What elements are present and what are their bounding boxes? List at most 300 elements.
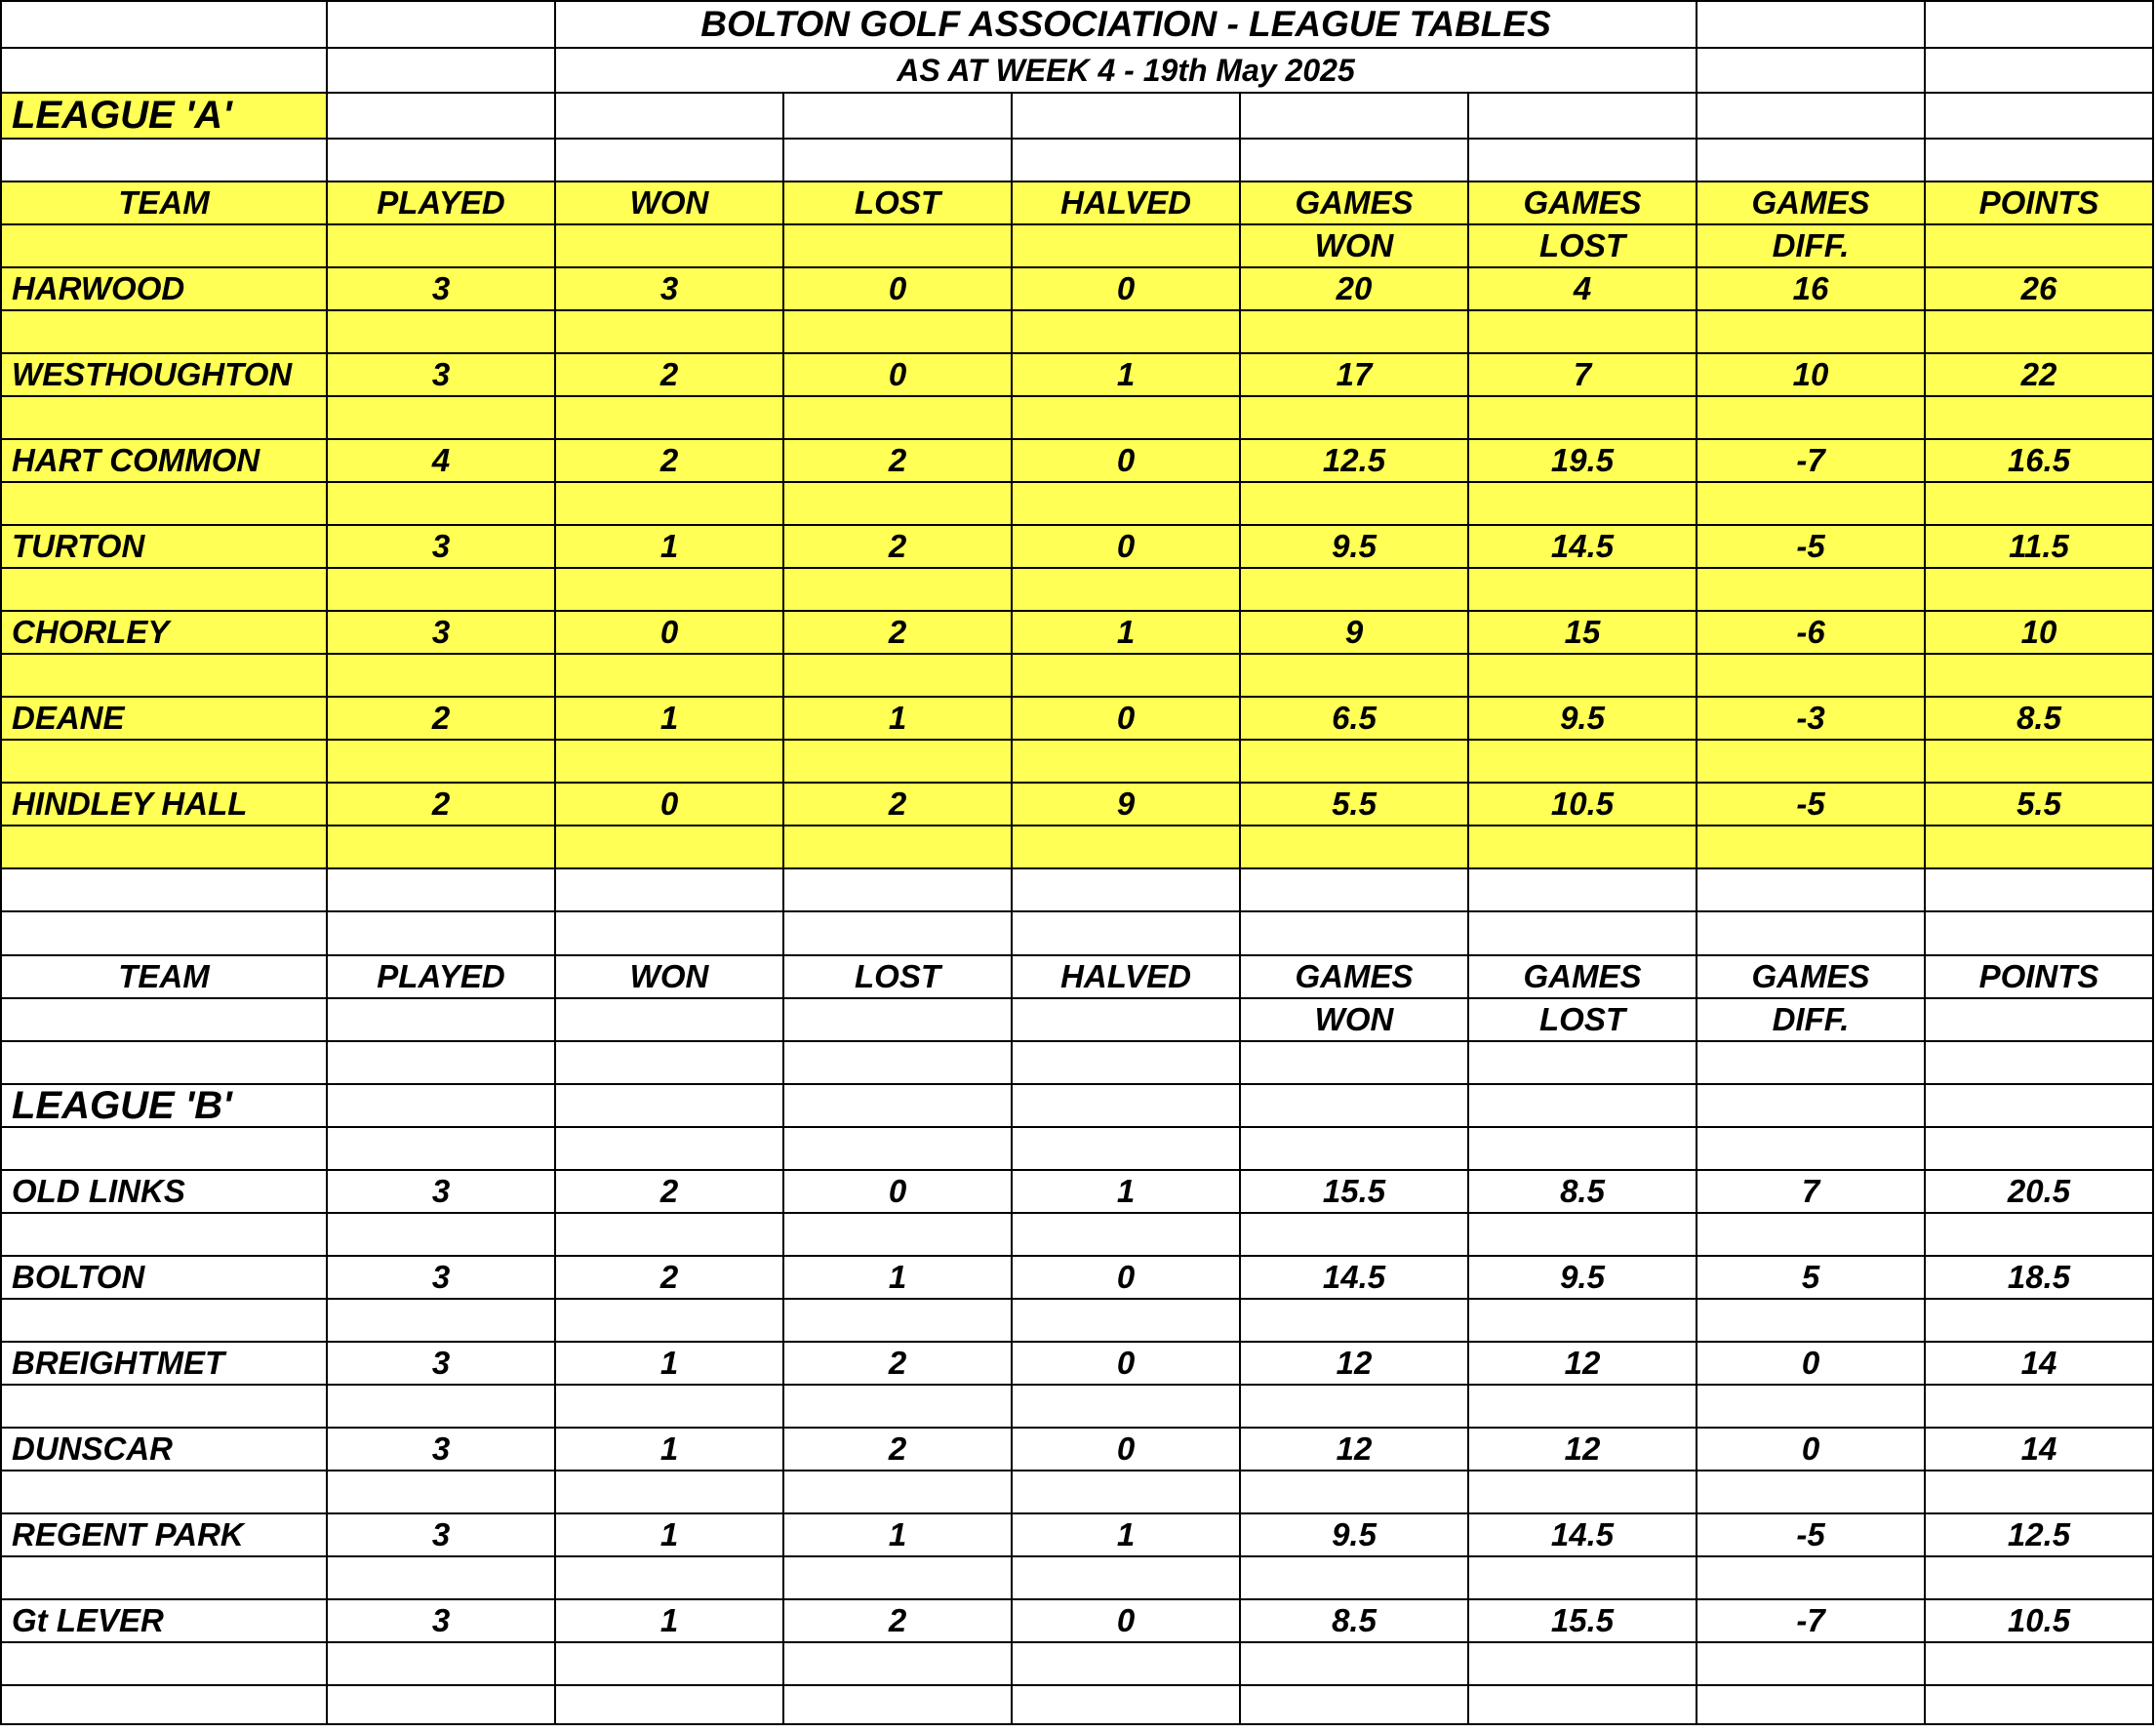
empty-cell <box>0 140 328 182</box>
header-halved: HALVED <box>1013 956 1241 999</box>
stat-games-lost: 4 <box>1469 268 1697 311</box>
header-games-diff: GAMES <box>1697 956 1926 999</box>
stat-won: 2 <box>556 1171 784 1214</box>
empty-cell <box>328 1557 556 1600</box>
empty-cell <box>328 1686 556 1725</box>
empty-cell <box>328 483 556 526</box>
stat-halved: 0 <box>1013 1600 1241 1643</box>
empty-cell <box>1013 397 1241 440</box>
stat-games-lost: 7 <box>1469 354 1697 397</box>
stat-points: 14 <box>1926 1343 2154 1386</box>
empty-cell <box>1926 741 2154 784</box>
stat-games-diff: 10 <box>1697 354 1926 397</box>
empty-cell <box>1241 1643 1469 1686</box>
stat-lost: 2 <box>784 1600 1013 1643</box>
header-played-line2 <box>328 225 556 268</box>
stat-games-lost: 15 <box>1469 612 1697 655</box>
header-won: WON <box>556 956 784 999</box>
empty-cell <box>1469 869 1697 912</box>
empty-cell <box>1241 1386 1469 1429</box>
stat-won: 0 <box>556 784 784 826</box>
header-games-diff-line2: DIFF. <box>1697 225 1926 268</box>
team-name: BOLTON <box>0 1257 328 1300</box>
empty-cell <box>784 1042 1013 1085</box>
empty-cell <box>1697 1686 1926 1725</box>
empty-cell <box>1926 912 2154 956</box>
empty-cell <box>1013 741 1241 784</box>
empty-cell <box>1926 1214 2154 1257</box>
stat-games-won: 9 <box>1241 612 1469 655</box>
empty-cell <box>0 1042 328 1085</box>
header-won-line2 <box>556 999 784 1042</box>
empty-cell <box>1013 483 1241 526</box>
empty-cell <box>1241 826 1469 869</box>
header-games-diff-line2: DIFF. <box>1697 999 1926 1042</box>
empty-cell <box>556 869 784 912</box>
empty-cell <box>1241 1214 1469 1257</box>
empty-cell <box>1013 1471 1241 1514</box>
empty-cell <box>1013 1686 1241 1725</box>
empty-cell <box>1697 483 1926 526</box>
empty-cell <box>784 569 1013 612</box>
empty-cell <box>1697 397 1926 440</box>
empty-cell <box>328 1085 556 1128</box>
stat-halved: 0 <box>1013 698 1241 741</box>
empty-cell <box>1241 1686 1469 1725</box>
empty-cell <box>784 1128 1013 1171</box>
empty-cell <box>1697 1042 1926 1085</box>
header-games-diff: GAMES <box>1697 182 1926 225</box>
stat-lost: 2 <box>784 784 1013 826</box>
empty-cell <box>1697 826 1926 869</box>
empty-cell <box>328 94 556 140</box>
empty-cell <box>1926 94 2154 140</box>
empty-cell <box>1469 94 1697 140</box>
empty-cell <box>1013 569 1241 612</box>
league-b-label: LEAGUE 'B' <box>0 1085 328 1128</box>
empty-cell <box>0 826 328 869</box>
empty-cell <box>784 1686 1013 1725</box>
stat-games-diff: 0 <box>1697 1429 1926 1471</box>
stat-games-diff: -3 <box>1697 698 1926 741</box>
empty-cell <box>328 826 556 869</box>
stat-won: 0 <box>556 612 784 655</box>
stat-won: 3 <box>556 268 784 311</box>
team-name: DUNSCAR <box>0 1429 328 1471</box>
empty-cell <box>328 397 556 440</box>
header-games-won: GAMES <box>1241 182 1469 225</box>
stat-games-diff: 0 <box>1697 1343 1926 1386</box>
empty-cell <box>1926 655 2154 698</box>
empty-cell <box>1469 1214 1697 1257</box>
empty-cell <box>784 741 1013 784</box>
empty-cell <box>1469 1686 1697 1725</box>
league-a-label: LEAGUE 'A' <box>0 94 328 140</box>
stat-points: 20.5 <box>1926 1171 2154 1214</box>
stat-games-won: 17 <box>1241 354 1469 397</box>
stat-played: 4 <box>328 440 556 483</box>
team-name: HINDLEY HALL <box>0 784 328 826</box>
stat-played: 3 <box>328 1429 556 1471</box>
stat-games-diff: -5 <box>1697 1514 1926 1557</box>
header-games-won-line2: WON <box>1241 999 1469 1042</box>
empty-cell <box>1697 1214 1926 1257</box>
empty-cell <box>1241 1042 1469 1085</box>
empty-cell <box>328 741 556 784</box>
empty-cell <box>1926 1085 2154 1128</box>
empty-cell <box>328 0 556 49</box>
empty-cell <box>1926 1042 2154 1085</box>
stat-lost: 1 <box>784 1257 1013 1300</box>
empty-cell <box>1013 1386 1241 1429</box>
empty-cell <box>328 1042 556 1085</box>
stat-games-won: 8.5 <box>1241 1600 1469 1643</box>
stat-points: 11.5 <box>1926 526 2154 569</box>
empty-cell <box>0 1128 328 1171</box>
stat-won: 1 <box>556 1429 784 1471</box>
team-name: Gt LEVER <box>0 1600 328 1643</box>
empty-cell <box>556 569 784 612</box>
empty-cell <box>1697 1643 1926 1686</box>
stat-games-won: 9.5 <box>1241 1514 1469 1557</box>
empty-cell <box>1469 1471 1697 1514</box>
header-played: PLAYED <box>328 956 556 999</box>
stat-halved: 1 <box>1013 612 1241 655</box>
empty-cell <box>1926 1471 2154 1514</box>
stat-halved: 0 <box>1013 526 1241 569</box>
empty-cell <box>1469 655 1697 698</box>
stat-games-won: 9.5 <box>1241 526 1469 569</box>
empty-cell <box>556 140 784 182</box>
empty-cell <box>1013 94 1241 140</box>
team-name: TURTON <box>0 526 328 569</box>
empty-cell <box>1013 1085 1241 1128</box>
empty-cell <box>1697 1085 1926 1128</box>
empty-cell <box>1469 1042 1697 1085</box>
header-played: PLAYED <box>328 182 556 225</box>
stat-games-lost: 8.5 <box>1469 1171 1697 1214</box>
stat-played: 2 <box>328 698 556 741</box>
header-games-lost-line2: LOST <box>1469 999 1697 1042</box>
empty-cell <box>1013 1214 1241 1257</box>
empty-cell <box>328 1471 556 1514</box>
stat-points: 8.5 <box>1926 698 2154 741</box>
empty-cell <box>556 311 784 354</box>
empty-cell <box>1241 94 1469 140</box>
empty-cell <box>784 1557 1013 1600</box>
empty-cell <box>0 655 328 698</box>
empty-cell <box>1241 140 1469 182</box>
empty-cell <box>1697 1300 1926 1343</box>
empty-cell <box>1241 483 1469 526</box>
empty-cell <box>1926 483 2154 526</box>
stat-lost: 0 <box>784 354 1013 397</box>
header-halved-line2 <box>1013 999 1241 1042</box>
empty-cell <box>556 1128 784 1171</box>
header-games-won-line2: WON <box>1241 225 1469 268</box>
empty-cell <box>556 1386 784 1429</box>
empty-cell <box>1241 1085 1469 1128</box>
page-title: BOLTON GOLF ASSOCIATION - LEAGUE TABLES <box>556 0 1697 49</box>
stat-points: 12.5 <box>1926 1514 2154 1557</box>
stat-games-diff: 5 <box>1697 1257 1926 1300</box>
stat-lost: 2 <box>784 440 1013 483</box>
empty-cell <box>784 1643 1013 1686</box>
empty-cell <box>0 49 328 94</box>
stat-games-won: 14.5 <box>1241 1257 1469 1300</box>
header-lost: LOST <box>784 182 1013 225</box>
empty-cell <box>1697 912 1926 956</box>
empty-cell <box>1926 311 2154 354</box>
empty-cell <box>784 869 1013 912</box>
empty-cell <box>1697 140 1926 182</box>
header-points-line2 <box>1926 225 2154 268</box>
team-name: WESTHOUGHTON <box>0 354 328 397</box>
empty-cell <box>1697 311 1926 354</box>
empty-cell <box>0 0 328 49</box>
stat-lost: 2 <box>784 1343 1013 1386</box>
empty-cell <box>1241 1300 1469 1343</box>
empty-cell <box>1469 1300 1697 1343</box>
empty-cell <box>1469 483 1697 526</box>
stat-games-lost: 15.5 <box>1469 1600 1697 1643</box>
stat-played: 2 <box>328 784 556 826</box>
empty-cell <box>1926 1557 2154 1600</box>
header-points: POINTS <box>1926 182 2154 225</box>
empty-cell <box>1926 569 2154 612</box>
empty-cell <box>1469 1557 1697 1600</box>
stat-points: 5.5 <box>1926 784 2154 826</box>
header-halved-line2 <box>1013 225 1241 268</box>
empty-cell <box>784 912 1013 956</box>
stat-played: 3 <box>328 354 556 397</box>
empty-cell <box>1241 569 1469 612</box>
empty-cell <box>1241 1128 1469 1171</box>
empty-cell <box>784 483 1013 526</box>
empty-cell <box>556 397 784 440</box>
empty-cell <box>0 1643 328 1686</box>
stat-halved: 9 <box>1013 784 1241 826</box>
stat-games-won: 20 <box>1241 268 1469 311</box>
empty-cell <box>1013 655 1241 698</box>
stat-won: 1 <box>556 526 784 569</box>
empty-cell <box>328 655 556 698</box>
stat-won: 1 <box>556 698 784 741</box>
empty-cell <box>1469 311 1697 354</box>
stat-halved: 0 <box>1013 1343 1241 1386</box>
team-name: CHORLEY <box>0 612 328 655</box>
empty-cell <box>1241 912 1469 956</box>
empty-cell <box>556 826 784 869</box>
stat-played: 3 <box>328 1343 556 1386</box>
stat-halved: 0 <box>1013 440 1241 483</box>
stat-points: 14 <box>1926 1429 2154 1471</box>
header-halved: HALVED <box>1013 182 1241 225</box>
empty-cell <box>784 311 1013 354</box>
stat-played: 3 <box>328 268 556 311</box>
empty-cell <box>784 655 1013 698</box>
empty-cell <box>1469 1128 1697 1171</box>
empty-cell <box>556 655 784 698</box>
empty-cell <box>784 397 1013 440</box>
stat-halved: 1 <box>1013 354 1241 397</box>
stat-games-won: 12 <box>1241 1343 1469 1386</box>
stat-games-lost: 19.5 <box>1469 440 1697 483</box>
stat-games-diff: -7 <box>1697 440 1926 483</box>
stat-won: 2 <box>556 1257 784 1300</box>
empty-cell <box>784 1300 1013 1343</box>
empty-cell <box>0 397 328 440</box>
empty-cell <box>0 483 328 526</box>
empty-cell <box>1013 1300 1241 1343</box>
empty-cell <box>328 869 556 912</box>
empty-cell <box>0 1686 328 1725</box>
empty-cell <box>556 912 784 956</box>
stat-won: 1 <box>556 1343 784 1386</box>
empty-cell <box>1697 1471 1926 1514</box>
empty-cell <box>1241 1557 1469 1600</box>
empty-cell <box>1697 869 1926 912</box>
stat-played: 3 <box>328 1257 556 1300</box>
empty-cell <box>1469 1643 1697 1686</box>
empty-cell <box>1697 1557 1926 1600</box>
stat-halved: 0 <box>1013 268 1241 311</box>
empty-cell <box>1013 1128 1241 1171</box>
empty-cell <box>1013 311 1241 354</box>
header-team: TEAM <box>0 956 328 999</box>
stat-games-won: 15.5 <box>1241 1171 1469 1214</box>
stat-games-lost: 14.5 <box>1469 526 1697 569</box>
header-points: POINTS <box>1926 956 2154 999</box>
empty-cell <box>1469 1085 1697 1128</box>
header-lost-line2 <box>784 999 1013 1042</box>
empty-cell <box>1241 397 1469 440</box>
empty-cell <box>0 1471 328 1514</box>
empty-cell <box>1241 869 1469 912</box>
stat-won: 1 <box>556 1514 784 1557</box>
empty-cell <box>1469 741 1697 784</box>
team-name: HART COMMON <box>0 440 328 483</box>
empty-cell <box>1697 741 1926 784</box>
empty-cell <box>784 140 1013 182</box>
stat-played: 3 <box>328 526 556 569</box>
stat-played: 3 <box>328 612 556 655</box>
empty-cell <box>1697 655 1926 698</box>
stat-lost: 1 <box>784 698 1013 741</box>
empty-cell <box>328 140 556 182</box>
header-lost: LOST <box>784 956 1013 999</box>
empty-cell <box>1241 655 1469 698</box>
stat-points: 16.5 <box>1926 440 2154 483</box>
empty-cell <box>0 1557 328 1600</box>
empty-cell <box>1013 140 1241 182</box>
team-name: OLD LINKS <box>0 1171 328 1214</box>
empty-cell <box>0 869 328 912</box>
header-team: TEAM <box>0 182 328 225</box>
stat-games-lost: 12 <box>1469 1429 1697 1471</box>
header-lost-line2 <box>784 225 1013 268</box>
empty-cell <box>556 94 784 140</box>
empty-cell <box>0 1214 328 1257</box>
team-name: BREIGHTMET <box>0 1343 328 1386</box>
empty-cell <box>328 311 556 354</box>
empty-cell <box>784 1214 1013 1257</box>
empty-cell <box>556 1300 784 1343</box>
empty-cell <box>1241 311 1469 354</box>
stat-games-diff: -6 <box>1697 612 1926 655</box>
empty-cell <box>1241 1471 1469 1514</box>
empty-cell <box>556 1085 784 1128</box>
empty-cell <box>328 569 556 612</box>
stat-games-lost: 12 <box>1469 1343 1697 1386</box>
empty-cell <box>1697 1128 1926 1171</box>
stat-points: 22 <box>1926 354 2154 397</box>
stat-games-lost: 9.5 <box>1469 698 1697 741</box>
empty-cell <box>0 1300 328 1343</box>
empty-cell <box>1697 49 1926 94</box>
empty-cell <box>1926 1386 2154 1429</box>
stat-played: 3 <box>328 1600 556 1643</box>
stat-played: 3 <box>328 1171 556 1214</box>
empty-cell <box>784 1085 1013 1128</box>
empty-cell <box>1469 1386 1697 1429</box>
stat-lost: 1 <box>784 1514 1013 1557</box>
empty-cell <box>328 1300 556 1343</box>
stat-played: 3 <box>328 1514 556 1557</box>
stat-games-won: 12.5 <box>1241 440 1469 483</box>
stat-games-diff: -5 <box>1697 784 1926 826</box>
empty-cell <box>1469 826 1697 869</box>
empty-cell <box>1013 1557 1241 1600</box>
stat-games-won: 12 <box>1241 1429 1469 1471</box>
stat-won: 2 <box>556 440 784 483</box>
empty-cell <box>556 483 784 526</box>
empty-cell <box>1926 1128 2154 1171</box>
header-won-line2 <box>556 225 784 268</box>
empty-cell <box>1469 569 1697 612</box>
stat-lost: 2 <box>784 1429 1013 1471</box>
header-games-lost: GAMES <box>1469 956 1697 999</box>
empty-cell <box>1697 94 1926 140</box>
empty-cell <box>556 1643 784 1686</box>
empty-cell <box>1013 1042 1241 1085</box>
stat-won: 2 <box>556 354 784 397</box>
stat-games-lost: 9.5 <box>1469 1257 1697 1300</box>
stat-lost: 2 <box>784 612 1013 655</box>
header-won: WON <box>556 182 784 225</box>
empty-cell <box>1013 1643 1241 1686</box>
empty-cell <box>328 1214 556 1257</box>
empty-cell <box>328 1643 556 1686</box>
empty-cell <box>556 741 784 784</box>
empty-cell <box>1926 0 2154 49</box>
empty-cell <box>328 49 556 94</box>
stat-games-lost: 14.5 <box>1469 1514 1697 1557</box>
empty-cell <box>1926 140 2154 182</box>
stat-lost: 0 <box>784 1171 1013 1214</box>
empty-cell <box>784 1471 1013 1514</box>
empty-cell <box>328 1386 556 1429</box>
header-games-lost-line2: LOST <box>1469 225 1697 268</box>
stat-games-diff: -5 <box>1697 526 1926 569</box>
stat-games-diff: 7 <box>1697 1171 1926 1214</box>
empty-cell <box>1469 397 1697 440</box>
empty-cell <box>556 1557 784 1600</box>
empty-cell <box>1697 569 1926 612</box>
empty-cell <box>0 569 328 612</box>
empty-cell <box>1241 741 1469 784</box>
stat-games-won: 5.5 <box>1241 784 1469 826</box>
